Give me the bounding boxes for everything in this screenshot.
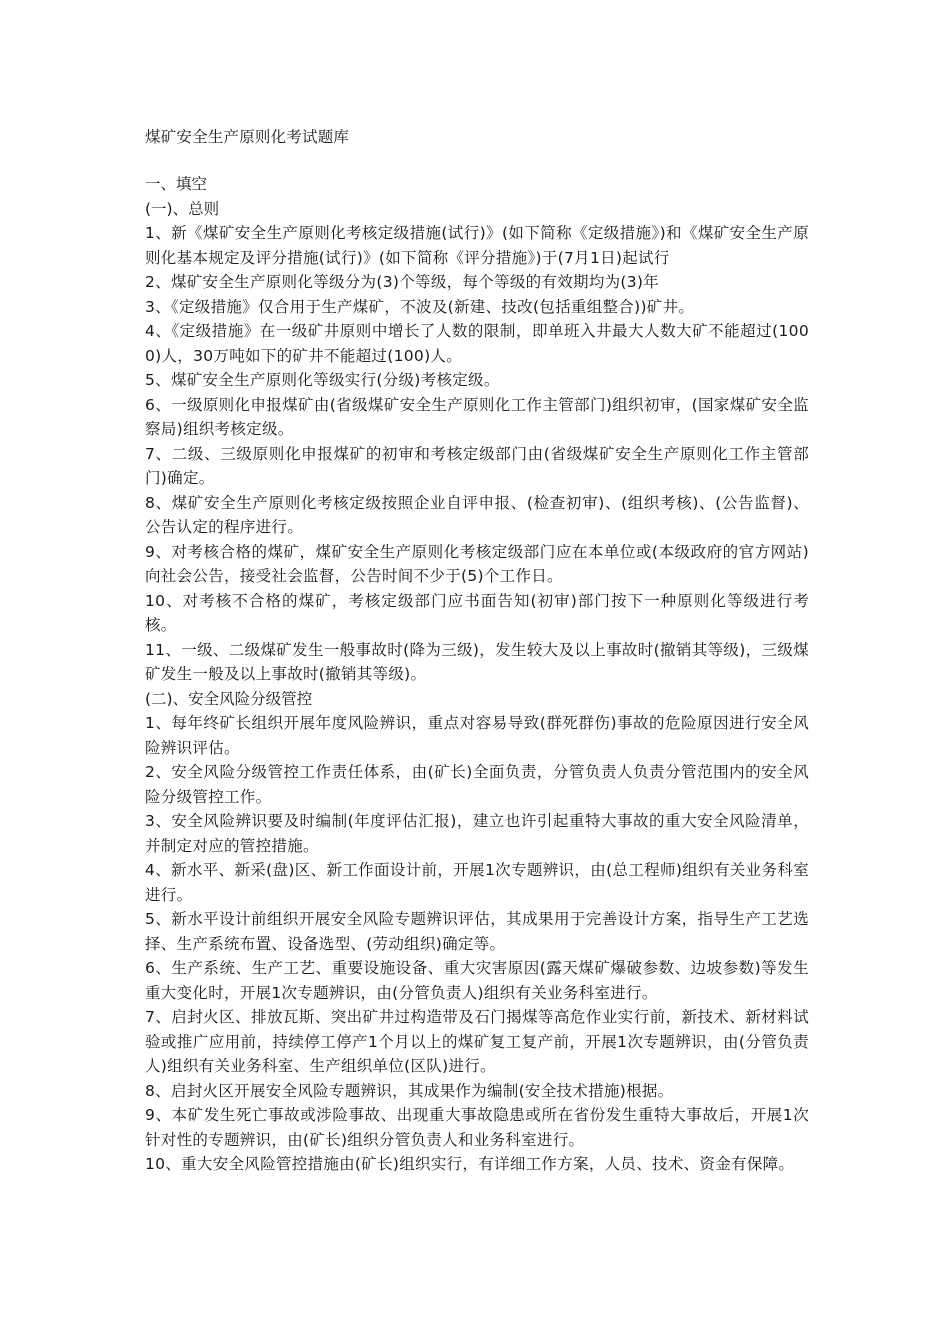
question-item: 2、煤矿安全生产原则化等级分为(3)个等级，每个等级的有效期均为(3)年: [145, 273, 660, 291]
question-item: 10、对考核不合格的煤矿，考核定级部门应书面告知(初审)部门按下一种原则化等级进行考核。: [145, 591, 809, 634]
question-item: 6、生产系统、生产工艺、重要设施设备、重大灾害原因(露天煤矿爆破参数、边坡参数)等发生重大变化时，开展1次专题辨识，由(分管负责人)组织有关业务科室进行。: [145, 959, 809, 1002]
question-item: 3、安全风险辨识要及时编制(年度评估汇报)，建立也许引起重特大事故的重大安全风险清单，并制定对应的管控措施。: [145, 812, 809, 855]
section-heading-fill-in: 一、填空: [145, 175, 208, 193]
question-item: 8、煤矿安全生产原则化考核定级按照企业自评申报、(检查初审)、(组织考核)、(公告监督)、公告认定的程序进行。: [145, 493, 809, 536]
question-item: 6、一级原则化申报煤矿由(省级煤矿安全生产原则化工作主管部门)组织初审，(国家煤矿安全监察局)组织考核定级。: [145, 395, 809, 438]
question-item: 4、《定级措施》在一级矿井原则中增长了人数的限制，即单班入井最大人数大矿不能超过(1000)人，30万吨如下的矿井不能超过(100)人。: [145, 322, 809, 365]
question-item: 1、每年终矿长组织开展年度风险辨识，重点对容易导致(群死群伤)事故的危险原因进行安全风险辨识评估。: [145, 714, 809, 757]
question-item: 9、本矿发生死亡事故或涉险事故、出现重大事故隐患或所在省份发生重特大事故后，开展1次针对性的专题辨识，由(矿长)组织分管负责人和业务科室进行。: [145, 1106, 809, 1149]
question-item: 5、煤矿安全生产原则化等级实行(分级)考核定级。: [145, 371, 500, 389]
question-item: 5、新水平设计前组织开展安全风险专题辨识评估，其成果用于完善设计方案，指导生产工艺选择、生产系统布置、设备选型、(劳动组织)确定等。: [145, 910, 809, 953]
question-item: 2、安全风险分级管控工作责任体系，由(矿长)全面负责，分管负责人负责分管范围内的安全风险分级管控工作。: [145, 763, 809, 806]
document-page: [145, 124, 809, 1177]
question-item: 10、重大安全风险管控措施由(矿长)组织实行，有详细工作方案，人员、技术、资金有保障。: [145, 1155, 795, 1173]
question-item: 7、启封火区、排放瓦斯、突出矿井过构造带及石门揭煤等高危作业实行前，新技术、新材料试验或推广应用前，持续停工停产1个月以上的煤矿复工复产前，开展1次专题辨识，由(分管负责人)组织有关业务科室、生产组织单位(区队)进行。: [145, 1008, 809, 1075]
subsection-heading-risk-control: (二)、安全风险分级管控: [145, 689, 313, 708]
question-item: 11、一级、二级煤矿发生一般事故时(降为三级)，发生较大及以上事故时(撤销其等级)，三级煤矿发生一般及以上事故时(撤销其等级)。: [145, 640, 809, 683]
subsection-heading-general: (一)、总则: [145, 199, 220, 218]
question-item: 7、二级、三级原则化申报煤矿的初审和考核定级部门由(省级煤矿安全生产原则化工作主管部门)确定。: [145, 444, 809, 487]
question-item: 9、对考核合格的煤矿，煤矿安全生产原则化考核定级部门应在本单位或(本级政府的官方网站)向社会公告，接受社会监督，公告时间不少于(5)个工作日。: [145, 542, 809, 585]
question-item: 3、《定级措施》仅合用于生产煤矿，不波及(新建、技改(包括重组整合))矿井。: [145, 297, 695, 316]
question-item: 4、新水平、新采(盘)区、新工作面设计前，开展1次专题辨识，由(总工程师)组织有关业务科室进行。: [145, 861, 809, 904]
question-item: 1、新《煤矿安全生产原则化考核定级措施(试行)》(如下简称《定级措施》)和《煤矿安全生产原则化基本规定及评分措施(试行)》(如下简称《评分措施》)于(7月1日)起试行: [145, 224, 809, 267]
document-title: 煤矿安全生产原则化考试题库: [145, 128, 350, 146]
question-item: 8、启封火区开展安全风险专题辨识，其成果作为编制(安全技术措施)根据。: [145, 1081, 674, 1100]
